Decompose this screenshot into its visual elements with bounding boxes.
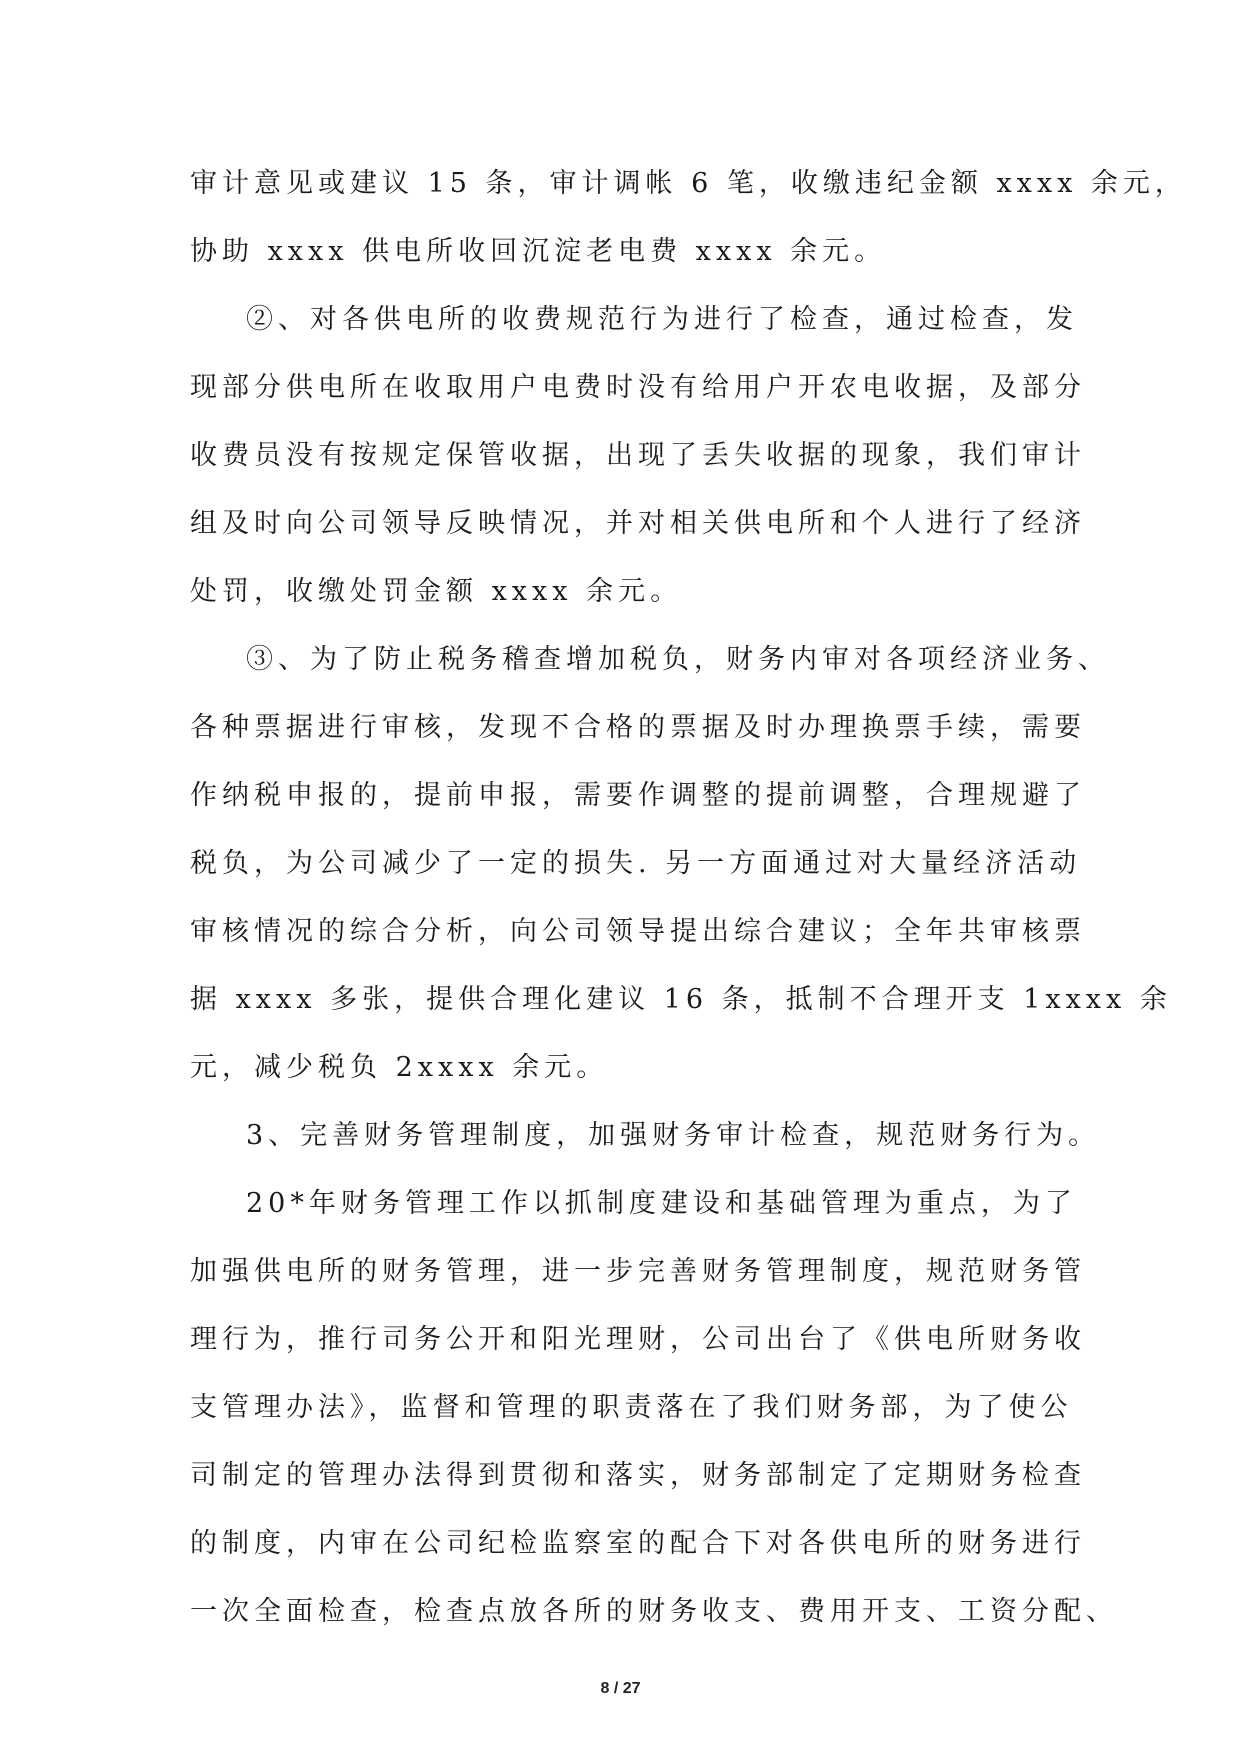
text-line: 司制定的管理办法得到贯彻和落实，财务部制定了定期财务检查 <box>190 1460 1086 1491</box>
text-line: 元，减少税负 2xxxx 余元。 <box>190 1052 609 1083</box>
text-line: 作纳税申报的，提前申报，需要作调整的提前调整，合理规避了 <box>190 780 1086 811</box>
text-line: 收费员没有按规定保管收据，出现了丢失收据的现象，我们审计 <box>190 440 1086 471</box>
text-line: 税负，为公司减少了一定的损失. 另一方面通过对大量经济活动 <box>190 848 1082 879</box>
text-line: 一次全面检查，检查点放各所的财务收支、费用开支、工资分配、 <box>190 1596 1118 1627</box>
text-line: 处罚，收缴处罚金额 xxxx 余元。 <box>190 576 683 607</box>
text-line: 20*年财务管理工作以抓制度建设和基础管理为重点，为了 <box>246 1188 1077 1219</box>
text-line: 的制度，内审在公司纪检监察室的配合下对各供电所的财务进行 <box>190 1528 1086 1559</box>
text-line: 协助 xxxx 供电所收回沉淀老电费 xxxx 余元。 <box>190 236 887 267</box>
text-line: 各种票据进行审核，发现不合格的票据及时办理换票手续，需要 <box>190 712 1086 743</box>
page-number: 8 / 27 <box>600 1680 641 1697</box>
text-line: 3、完善财务管理制度，加强财务审计检查，规范财务行为。 <box>246 1120 1101 1151</box>
text-line: 现部分供电所在收取用户电费时没有给用户开农电收据，及部分 <box>190 372 1086 403</box>
text-line: 审核情况的综合分析，向公司领导提出综合建议；全年共审核票 <box>190 916 1086 947</box>
text-line: 审计意见或建议 15 条，审计调帐 6 笔，收缴违纪金额 xxxx 余元， <box>190 168 1187 199</box>
text-line: 组及时向公司领导反映情况，并对相关供电所和个人进行了经济 <box>190 508 1086 539</box>
text-line: 据 xxxx 多张，提供合理化建议 16 条，抵制不合理开支 1xxxx 余 <box>190 984 1172 1015</box>
text-line: ②、对各供电所的收费规范行为进行了检查，通过检查，发 <box>246 304 1078 335</box>
text-line: 支管理办法》，监督和管理的职责落在了我们财务部，为了使公 <box>190 1392 1073 1423</box>
text-line: 理行为，推行司务公开和阳光理财，公司出台了《供电所财务收 <box>190 1324 1086 1355</box>
text-line: 加强供电所的财务管理，进一步完善财务管理制度，规范财务管 <box>190 1256 1086 1287</box>
text-line: ③、为了防止税务稽查增加税负，财务内审对各项经济业务、 <box>246 644 1110 675</box>
document-body <box>190 150 1187 1646</box>
